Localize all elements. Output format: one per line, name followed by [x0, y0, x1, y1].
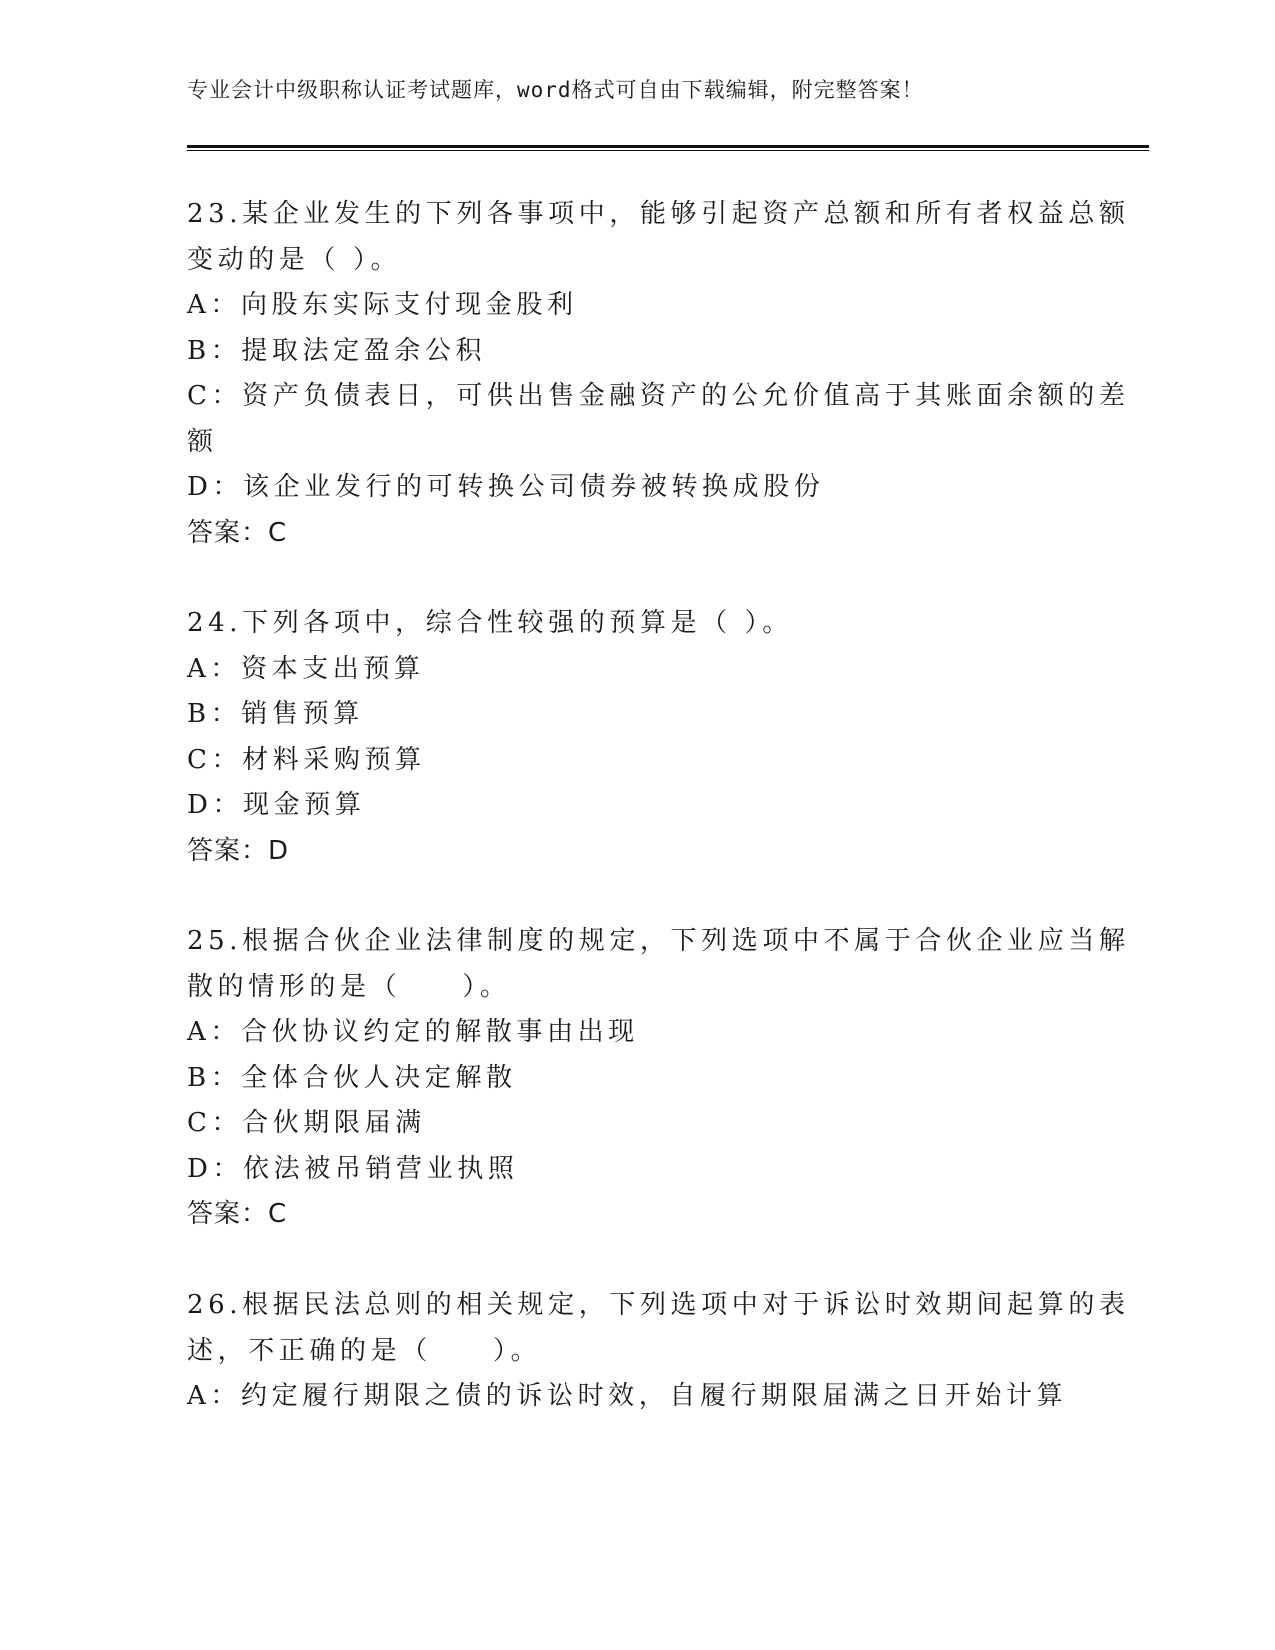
- question-stem-line: 26.根据民法总则的相关规定，下列选项中对于诉讼时效期间起算的表: [187, 1290, 1130, 1320]
- question-stem-line: 述，不正确的是（ ）。: [187, 1335, 542, 1366]
- page-header: 专业会计中级职称认证考试题库，word格式可自由下载编辑，附完整答案！: [187, 78, 924, 102]
- option-a: A：资本支出预算: [187, 653, 425, 684]
- question-stem-line: 25.根据合伙企业法律制度的规定，下列选项中不属于合伙企业应当解: [187, 926, 1130, 956]
- answer: 答案：D: [187, 835, 290, 866]
- question-stem-line: 变动的是（ ）。: [187, 244, 402, 275]
- option-d: D：现金预算: [187, 790, 366, 820]
- option-a: A：约定履行期限之债的诉讼时效，自履行期限届满之日开始计算: [187, 1381, 1068, 1411]
- header-divider-thick: [187, 145, 1149, 148]
- answer: 答案：C: [187, 517, 288, 548]
- question-23: [187, 192, 1130, 556]
- option-d: D：该企业发行的可转换公司债券被转换成股份: [187, 472, 825, 502]
- option-c-continued: 额: [187, 426, 218, 457]
- option-a: A：向股东实际支付现金股利: [187, 290, 578, 320]
- option-b: B：提取法定盈余公积: [187, 335, 487, 366]
- answer: 答案：C: [187, 1199, 288, 1229]
- question-25: [187, 919, 1130, 1238]
- option-b: B：全体合伙人决定解散: [187, 1062, 517, 1093]
- option-c: C：材料采购预算: [187, 744, 426, 775]
- header-divider-thin: [187, 150, 1149, 151]
- question-26: [187, 1283, 1130, 1420]
- option-a: A：合伙协议约定的解散事由出现: [187, 1017, 639, 1047]
- option-c: C：资产负债表日，可供出售金融资产的公允价值高于其账面余额的差: [187, 381, 1130, 411]
- question-stem-line: 散的情形的是（ ）。: [187, 971, 511, 1002]
- option-d: D：依法被吊销营业执照: [187, 1153, 519, 1184]
- question-stem-line: 24.下列各项中，综合性较强的预算是（ ）。: [187, 608, 793, 638]
- question-stem-line: 23.某企业发生的下列各事项中，能够引起资产总额和所有者权益总额: [187, 199, 1130, 229]
- option-b: B：销售预算: [187, 699, 364, 729]
- option-c: C：合伙期限届满: [187, 1108, 426, 1138]
- question-24: [187, 601, 1087, 874]
